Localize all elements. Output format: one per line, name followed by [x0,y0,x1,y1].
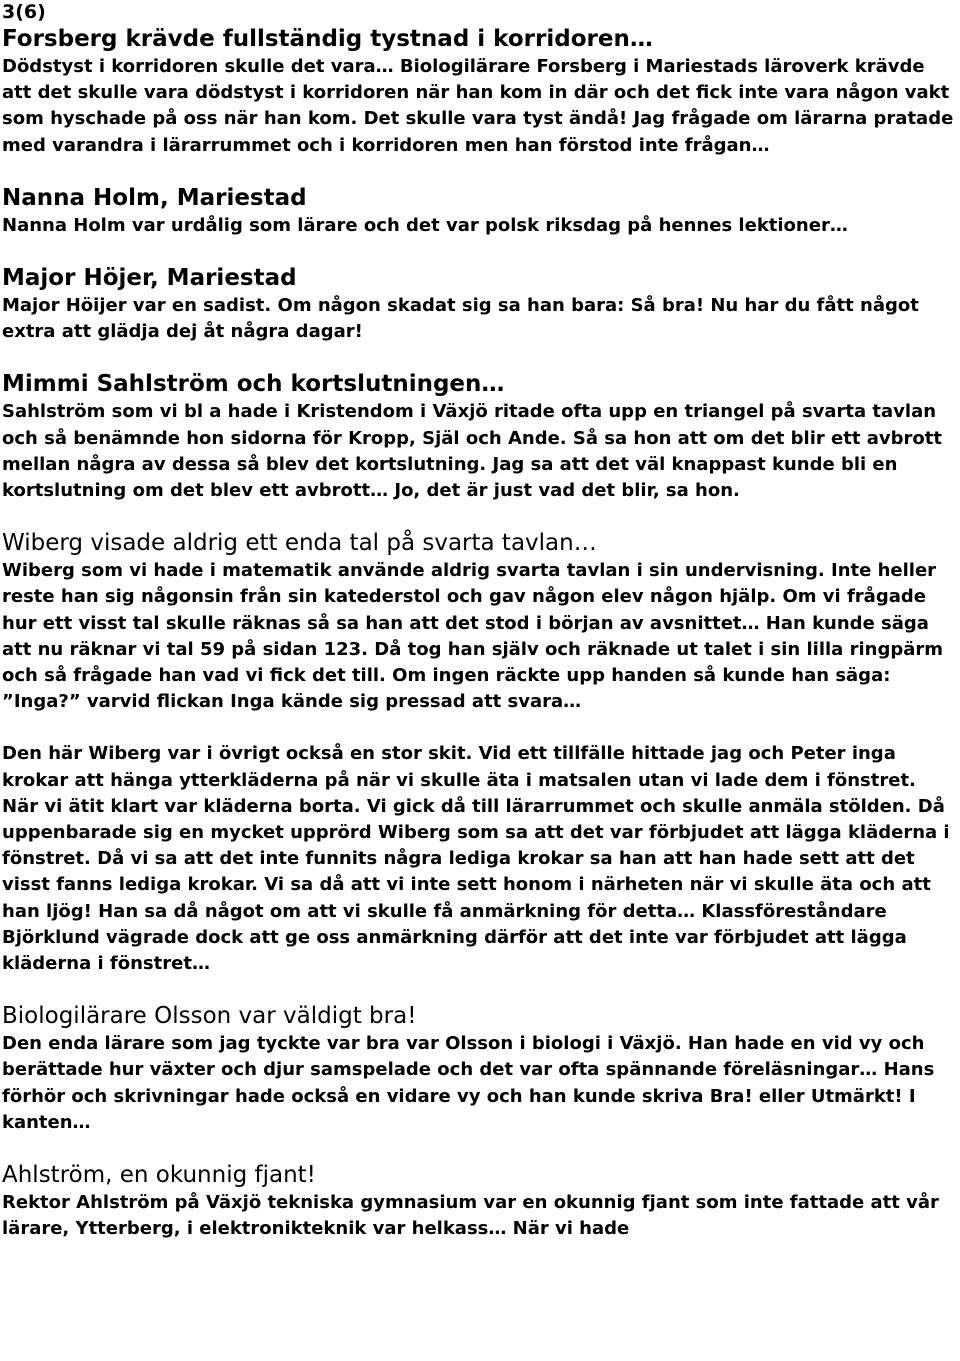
section-paragraph: Dödstyst i korridoren skulle det vara… Biologilärare Forsberg i Mariestads läroverk krävde att det skulle vara dödstyst i korridoren när han kom in där och det fick inte vara någon vakt som hyschade på oss när han kom. Det skulle vara tyst ändå! Jag frågade om lärarna pratade med varandra i lärarrummet och i korridoren men han förstod inte frågan… [2,56,954,156]
page-number: 3(6) [2,1,46,23]
section-paragraph: Wiberg som vi hade i matematik använde aldrig svarta tavlan i sin undervisning. Inte heller reste han sig någonsin från sin katederstol och gav någon elev någon hjälp. Om vi frågade hur ett visst tal skulle räknas så sa han att det stod i början av avsnittet… Han kunde säga att nu räknar vi tal 59 på sidan 123. Då tog han själv och räknade ut talet i sin lilla ringpärm och så frågade han vad vi fick det till. Om ingen räckte upp handen så kunde han säga: ”Inga?” varvid flickan Inga kände sig pressad att svara… [2,560,944,713]
section-heading: Forsberg krävde fullständig tystnad i korridoren… [2,26,653,52]
section-heading: Mimmi Sahlström och kortslutningen… [2,371,505,398]
section-paragraph: Sahlström som vi bl a hade i Kristendom i Växjö ritade ofta upp en triangel på svarta tavlan och så benämnde hon sidorna för Kropp, Själ och Ande. Så sa hon att om det blir ett avbrott mellan några av dessa så blev det kortslutning. Jag sa att det väl knappast kunde bli en kortslutning om det blev ett avbrott… Jo, det är just vad det blir, sa hon. [2,401,942,502]
section-heading: Major Höjer, Mariestad [2,265,297,292]
section-heading: Biologilärare Olsson var väldigt bra! [2,1003,417,1030]
section-wiberg [2,528,956,977]
section-sahlstrom [2,369,956,504]
section-paragraph: Den här Wiberg var i övrigt också en stor skit. Vid ett tillfälle hittade jag och Peter inga krokar att hänga ytterkläderna på när vi skulle äta i matsalen utan vi lade dem i fönstret. När vi ätit klart var kläderna borta. Vi gick då till lärarrummet och skulle anmäla stölden. Då uppenbarade sig en mycket upprörd Wiberg som sa att det var förbjudet att lägga kläderna i fönstret. Då vi sa att det inte funnits några lediga krokar sa han att han hade sett att det visst fanns lediga krokar. Vi sa då att vi inte sett honom i närheten när vi skulle äta och att han ljög! Han sa då något om att vi skulle få anmärkning för detta… Klassföreståndare Björklund vägrade dock att ge oss anmärkning därför att det inte var förbjudet att lägga kläderna i fönstret… [2,743,950,975]
section-paragraph: Den enda lärare som jag tyckte var bra var Olsson i biologi i Växjö. Han hade en vid vy och berättade hur växter och djur samspelade och det var ofta spännande föreläsningar… Hans förhör och skrivningar hade också en vidare vy och han kunde skriva Bra! eller Utmärkt! I kanten… [2,1033,935,1133]
section-heading: Ahlström, en okunnig fjant! [2,1162,316,1189]
section-forsberg [2,24,956,159]
section-major-hojer [2,263,956,345]
section-paragraph: Nanna Holm var urdålig som lärare och det var polsk riksdag på hennes lektioner… [2,214,848,236]
section-paragraph: Rektor Ahlström på Växjö tekniska gymnasium var en okunnig fjant som inte fattade att vår lärare, Ytterberg, i elektronikteknik var helkass… När vi hade [2,1192,939,1240]
document-page [2,0,956,1243]
section-paragraph: Major Höijer var en sadist. Om någon skadat sig sa han bara: Så bra! Nu har du fått något extra att glädja dej åt några dagar! [2,295,919,343]
section-heading: Wiberg visade aldrig ett enda tal på svarta tavlan… [2,530,597,557]
section-nanna-holm [2,183,956,239]
section-heading: Nanna Holm, Mariestad [2,184,307,211]
section-ahlstrom [2,1160,956,1242]
section-olsson [2,1001,956,1136]
